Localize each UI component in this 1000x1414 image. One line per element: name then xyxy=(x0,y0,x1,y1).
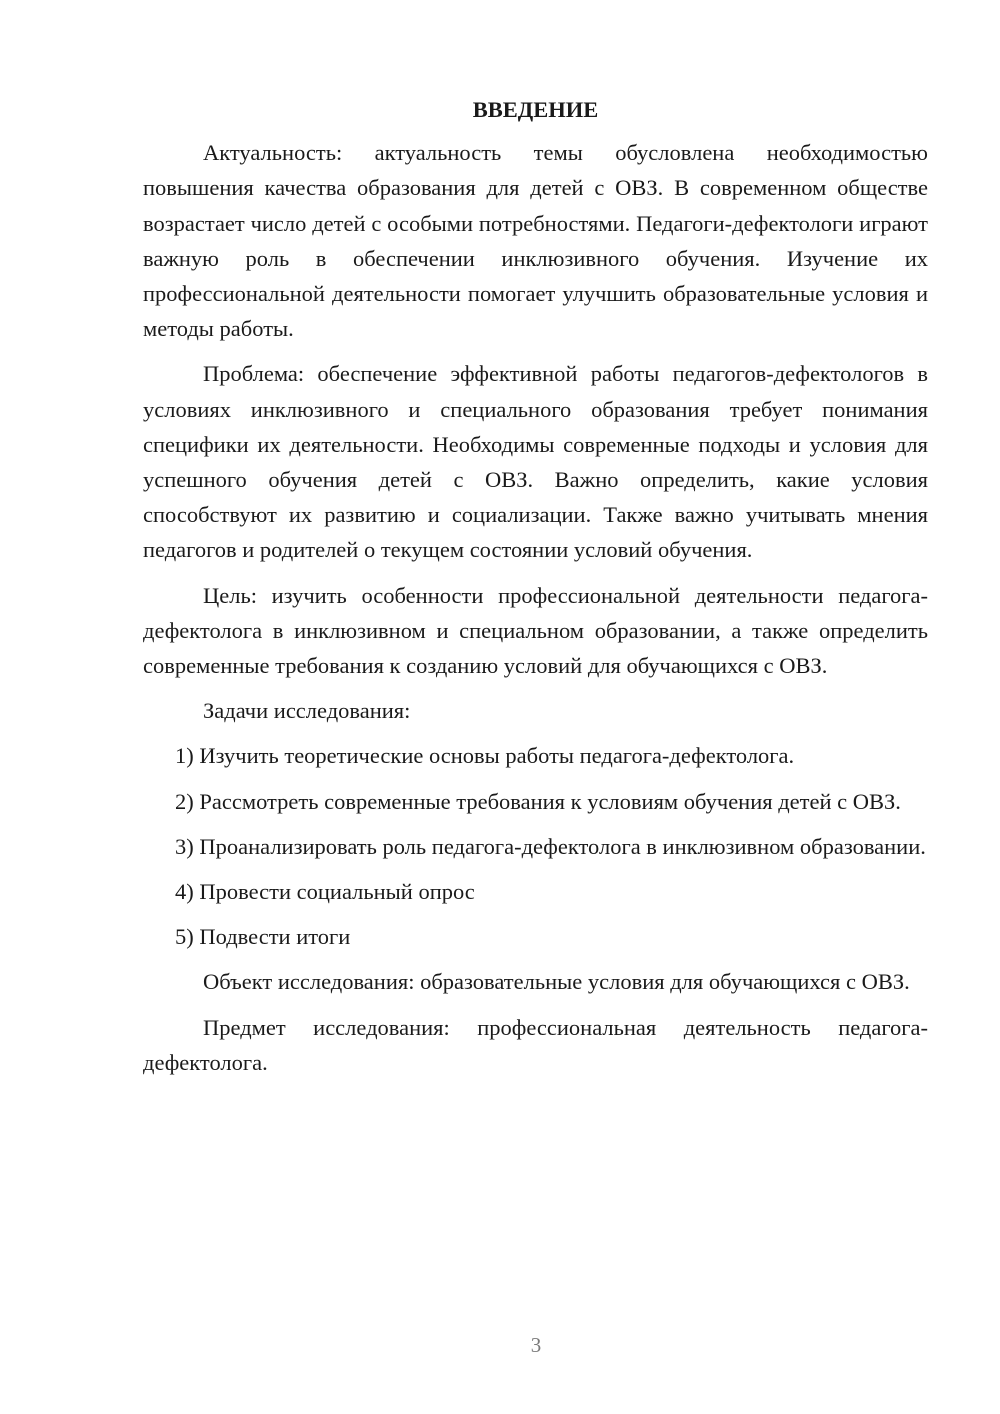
paragraph-problem: Проблема: обеспечение эффективной работы педагогов-дефектологов в условиях инклюзивного и специального образования требует понимания специфики их деятельности. Необходимы современные подходы и условия для успешного обучения детей с ОВЗ. Важно определить, какие условия способствуют их развитию и социализации. Также важно учитывать мнения педагогов и родителей о текущем состоянии условий обучения. xyxy=(143,361,928,563)
document-body xyxy=(143,92,928,1090)
tasks-list xyxy=(143,738,928,954)
list-item: 3) Проанализировать роль педагога-дефектолога в инклюзивном образовании. xyxy=(175,833,926,859)
page-title: ВВЕДЕНИЕ xyxy=(472,97,599,122)
list-item: 1) Изучить теоретические основы работы педагога-дефектолога. xyxy=(175,743,795,769)
list-item: 5) Подвести итоги xyxy=(175,924,351,950)
list-item: 2) Рассмотреть современные требования к условиям обучения детей с ОВЗ. xyxy=(175,788,901,814)
paragraph-object: Объект исследования: образовательные условия для обучающихся с ОВЗ. xyxy=(203,969,910,995)
page-number: 3 xyxy=(530,1333,542,1357)
paragraph-subject: Предмет исследования: профессиональная деятельность педагога-дефектолога. xyxy=(143,1014,928,1075)
paragraph-goal: Цель: изучить особенности профессиональной деятельности педагога-дефектолога в инклюзивном и специальном образовании, а также определить современные требования к созданию условий для обучающихся с ОВЗ. xyxy=(143,582,928,679)
paragraph-relevance: Актуальность: актуальность темы обусловлена необходимостью повышения качества образования для детей с ОВЗ. В современном обществе возрастает число детей с особыми потребностями. Педагоги-дефектологи играют важную роль в обеспечении инклюзивного обучения. Изучение их профессиональной деятельности помогает улучшить образовательные условия и методы работы. xyxy=(143,140,928,342)
list-item: 4) Провести социальный опрос xyxy=(175,879,475,905)
tasks-heading: Задачи исследования: xyxy=(203,698,411,724)
